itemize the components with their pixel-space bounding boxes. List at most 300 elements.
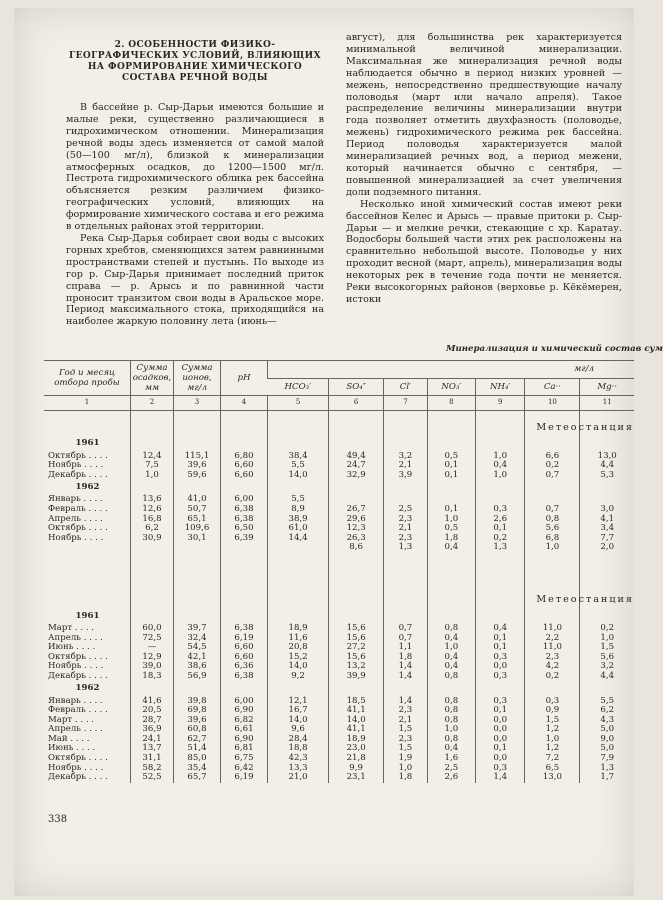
value-cell: 18,8: [268, 744, 329, 754]
spacer-cell: [427, 553, 475, 583]
value-cell: 6,90: [221, 706, 268, 716]
value-cell: 1,8: [384, 653, 428, 663]
value-cell: 6,38: [221, 624, 268, 634]
spacer-cell: [329, 682, 384, 697]
month-cell: Ноябрь . . . .: [48, 762, 104, 773]
spacer-cell: [580, 553, 634, 583]
value-cell: 1,0: [427, 725, 475, 735]
value-cell: 6,38: [221, 672, 268, 682]
value-cell: 49,4: [329, 452, 384, 462]
value-cell: 7,7: [580, 534, 634, 544]
value-cell: 1,2: [525, 725, 580, 735]
value-cell: 14,0: [268, 471, 329, 481]
value-cell: 69,8: [174, 706, 221, 716]
value-cell: 1,0: [525, 543, 580, 553]
spacer-cell: [174, 410, 221, 437]
left-paragraph-2: Река Сыр-Дарья собирает свои воды с высоких горных хребтов, сменяющихся затем равнинными пространствами степей и пустынь. По выходе из гор р. Сыр-Дарья принимает последний приток справа — р. Арысь и по равнинной части проносит транзитом свои воды в Аральское море. Период максимального стока, приходящийся на наиболее жаркую половину лета (июнь—: [66, 232, 324, 328]
value-cell: 2,6: [476, 515, 525, 525]
value-cell: 39,7: [174, 624, 221, 634]
left-paragraph-1: В бассейне р. Сыр-Дарьи имеются большие и малые реки, существенно различающиеся в гидрохимическом отношении. Минерализация речной воды здесь изменяется от самой малой (50—100 мг/л), близкой к минерализации атмосферных осадков, до 1200—1500 мг/л. Пестрота гидрохимического облика рек бассейна объясняется резким различием физико-географических условий, влияющих на формирование химического состава и его режима в отдельных районах этой территории.: [66, 102, 324, 233]
value-cell: 36,9: [131, 725, 174, 735]
value-cell: 115,1: [174, 452, 221, 462]
value-cell: 38,9: [268, 515, 329, 525]
spacer-cell: [221, 553, 268, 583]
value-cell: 65,7: [174, 773, 221, 783]
value-cell: 30,1: [174, 534, 221, 544]
value-cell: 2,3: [384, 534, 428, 544]
value-cell: 0,4: [427, 634, 475, 644]
col-header-mg: Mg··: [580, 378, 634, 396]
value-cell: 12,6: [131, 505, 174, 515]
value-cell: 5,0: [580, 744, 634, 754]
value-cell: 9,9: [329, 764, 384, 774]
value-cell: 4,4: [580, 461, 634, 471]
value-cell: 1,7: [580, 773, 634, 783]
year-row: [44, 480, 634, 495]
value-cell: 14,0: [268, 662, 329, 672]
value-cell: 39,0: [131, 662, 174, 672]
value-cell: 0,4: [476, 624, 525, 634]
value-cell: 28,7: [131, 716, 174, 726]
value-cell: 50,7: [174, 505, 221, 515]
month-cell: Ноябрь . . . .: [48, 460, 104, 471]
spacer-cell: [580, 480, 634, 495]
value-cell: 7,9: [580, 754, 634, 764]
value-cell: 29,6: [329, 515, 384, 525]
value-cell: 16,7: [268, 706, 329, 716]
value-cell: 0,8: [427, 735, 475, 745]
spacer-cell: [268, 437, 329, 452]
column-number: 3: [174, 396, 221, 411]
spacer-cell: [221, 480, 268, 495]
spacer-cell: [427, 410, 475, 437]
value-cell: 6,80: [221, 452, 268, 462]
value-cell: 0,8: [427, 672, 475, 682]
column-number: 7: [384, 396, 428, 411]
month-cell: Май . . . .: [48, 733, 90, 744]
value-cell: 9,2: [268, 672, 329, 682]
book-page: [14, 8, 663, 896]
value-cell: 6,61: [221, 725, 268, 735]
month-cell: Апрель . . . .: [48, 724, 103, 735]
value-cell: 18,9: [268, 624, 329, 634]
spacer-cell: [525, 480, 580, 495]
value-cell: 41,1: [329, 725, 384, 735]
value-cell: 2,3: [525, 653, 580, 663]
value-cell: 62,7: [174, 735, 221, 745]
column-number: 2: [131, 396, 174, 411]
value-cell: 13,6: [131, 495, 174, 505]
chemistry-table: [44, 360, 634, 783]
value-cell: 0,0: [476, 716, 525, 726]
value-cell: [131, 543, 174, 553]
col-header-ph: pH: [221, 361, 268, 396]
value-cell: 3,9: [384, 471, 428, 481]
value-cell: [221, 543, 268, 553]
spacer-cell: [268, 609, 329, 624]
value-cell: 1,0: [476, 471, 525, 481]
column-number: 5: [268, 396, 329, 411]
value-cell: 1,0: [131, 471, 174, 481]
spacer-cell: [476, 682, 525, 697]
value-cell: 3,4: [580, 524, 634, 534]
value-cell: 13,7: [131, 744, 174, 754]
value-cell: 8,6: [329, 543, 384, 553]
col-header-hco3: HCO₃′: [268, 378, 329, 396]
value-cell: 3,0: [580, 505, 634, 515]
value-cell: 23,0: [329, 744, 384, 754]
value-cell: 5,5: [268, 461, 329, 471]
spacer-cell: [44, 410, 131, 437]
block-spacer: [44, 553, 634, 583]
section-heading: 2. ОСОБЕННОСТИ ФИЗИКО-ГЕОГРАФИЧЕСКИХ УСЛОВИЙ, ВЛИЯЮЩИХ НА ФОРМИРОВАНИЕ ХИМИЧЕСКОГО СОСТАВА РЕЧНОЙ ВОДЫ: [69, 40, 321, 83]
spacer-cell: [44, 583, 131, 609]
spacer-cell: [476, 583, 525, 609]
value-cell: 51,4: [174, 744, 221, 754]
value-cell: 13,3: [268, 764, 329, 774]
value-cell: 5,6: [580, 653, 634, 663]
value-cell: 54,5: [174, 643, 221, 653]
spacer-cell: [221, 583, 268, 609]
value-cell: 56,9: [174, 672, 221, 682]
spacer-cell: [384, 410, 428, 437]
value-cell: 1,4: [384, 697, 428, 707]
column-number: 8: [427, 396, 475, 411]
spacer-cell: [329, 583, 384, 609]
spacer-cell: [427, 437, 475, 452]
value-cell: 2,2: [525, 634, 580, 644]
table-row: [44, 672, 634, 682]
col-header-cl: Cl′: [384, 378, 428, 396]
value-cell: 0,0: [476, 754, 525, 764]
value-cell: 6,60: [221, 643, 268, 653]
value-cell: 0,1: [427, 505, 475, 515]
value-cell: 39,8: [174, 697, 221, 707]
value-cell: 42,1: [174, 653, 221, 663]
value-cell: 18,3: [131, 672, 174, 682]
month-cell: Июнь . . . .: [48, 743, 96, 754]
value-cell: 8,9: [268, 505, 329, 515]
value-cell: 4,1: [580, 515, 634, 525]
value-cell: 11,0: [525, 624, 580, 634]
value-cell: 21,8: [329, 754, 384, 764]
spacer-cell: [476, 437, 525, 452]
value-cell: [268, 543, 329, 553]
spacer-cell: [384, 553, 428, 583]
value-cell: 13,0: [580, 452, 634, 462]
spacer-cell: [427, 480, 475, 495]
spacer-cell: [525, 609, 580, 624]
value-cell: 60,0: [131, 624, 174, 634]
value-cell: 2,0: [580, 543, 634, 553]
value-cell: 0,3: [476, 697, 525, 707]
value-cell: 9,6: [268, 725, 329, 735]
value-cell: 5,0: [580, 725, 634, 735]
value-cell: 0,0: [476, 725, 525, 735]
value-cell: 32,9: [329, 471, 384, 481]
spacer-cell: [427, 609, 475, 624]
value-cell: 20,8: [268, 643, 329, 653]
station-row: [44, 583, 634, 609]
value-cell: 1,0: [580, 634, 634, 644]
month-cell: Март . . . .: [48, 714, 95, 725]
value-cell: 0,4: [476, 461, 525, 471]
value-cell: 23,1: [329, 773, 384, 783]
spacer-cell: [268, 480, 329, 495]
column-number: 6: [329, 396, 384, 411]
unit-header: мг/л: [268, 361, 635, 379]
value-cell: 6,38: [221, 515, 268, 525]
value-cell: 0,4: [427, 653, 475, 663]
value-cell: 1,2: [525, 744, 580, 754]
table-body: [44, 396, 634, 783]
spacer-cell: [268, 583, 329, 609]
value-cell: 85,0: [174, 754, 221, 764]
value-cell: 0,1: [476, 634, 525, 644]
spacer-cell: [131, 682, 174, 697]
col-header-ions: Сумма ионов, мг/л: [174, 361, 221, 396]
value-cell: 1,5: [384, 744, 428, 754]
spacer-cell: [221, 682, 268, 697]
value-cell: 15,6: [329, 634, 384, 644]
value-cell: 5,5: [580, 697, 634, 707]
value-cell: 15,2: [268, 653, 329, 663]
value-cell: 2,1: [384, 461, 428, 471]
spacer-cell: [174, 553, 221, 583]
spacer-cell: [384, 609, 428, 624]
value-cell: 2,3: [384, 735, 428, 745]
month-cell: Январь . . . .: [48, 695, 103, 706]
value-cell: 6,60: [221, 653, 268, 663]
column-number: 10: [525, 396, 580, 411]
spacer-cell: [329, 410, 384, 437]
value-cell: 0,8: [427, 706, 475, 716]
value-cell: 24,1: [131, 735, 174, 745]
value-cell: 0,7: [525, 471, 580, 481]
value-cell: 5,6: [525, 524, 580, 534]
year-label: 1962: [75, 482, 100, 493]
value-cell: 0,5: [427, 524, 475, 534]
value-cell: 21,0: [268, 773, 329, 783]
value-cell: 1,0: [427, 515, 475, 525]
table-row: [44, 543, 634, 553]
value-cell: 1,0: [427, 643, 475, 653]
value-cell: 24,7: [329, 461, 384, 471]
spacer-cell: [580, 437, 634, 452]
col-header-nh4: NH₄′: [476, 378, 525, 396]
value-cell: 13,0: [525, 773, 580, 783]
value-cell: 2,1: [384, 524, 428, 534]
value-cell: 6,5: [525, 764, 580, 774]
value-cell: 0,3: [476, 764, 525, 774]
value-cell: 12,3: [329, 524, 384, 534]
spacer-cell: [221, 410, 268, 437]
value-cell: 3,2: [384, 452, 428, 462]
value-cell: 61,0: [268, 524, 329, 534]
value-cell: 2,3: [384, 706, 428, 716]
column-number-row: [44, 396, 634, 411]
value-cell: 2,5: [384, 505, 428, 515]
col-header-ca: Ca··: [525, 378, 580, 396]
station-label: Метеостанция: [536, 422, 634, 433]
value-cell: 6,82: [221, 716, 268, 726]
month-cell: Январь . . . .: [48, 494, 103, 505]
value-cell: 30,9: [131, 534, 174, 544]
month-cell: Июнь . . . .: [48, 642, 96, 653]
left-column: [66, 28, 324, 328]
month-cell: Февраль . . . .: [48, 705, 108, 716]
value-cell: 0,5: [427, 452, 475, 462]
spacer-cell: [476, 410, 525, 437]
value-cell: 0,3: [476, 672, 525, 682]
value-cell: 7,5: [131, 461, 174, 471]
value-cell: 0,1: [476, 643, 525, 653]
value-cell: 59,6: [174, 471, 221, 481]
value-cell: 18,5: [329, 697, 384, 707]
value-cell: 6,60: [221, 471, 268, 481]
spacer-cell: [329, 609, 384, 624]
spacer-cell: [329, 480, 384, 495]
col-header-so4: SO₄″: [329, 378, 384, 396]
right-paragraph-1: август), для большинства рек характеризуется минимальной величиной минерализации. Максимальная же минерализация речной воды наблюдается обычно в период низких уровней — межень, непосредственно предшествующие началу половодья (март или начало апреля). Такое распределение величины минерализации внутри года позволяет отметить двухфазность (половодье, межень) гидрохимического режима рек бассейна. Период половодья характеризуется малой минерализацией речных вод, а период межени, который начинается обычно с сентября, — повышенной минерализацией за счет увеличения доли подземного питания.: [346, 32, 622, 198]
value-cell: 0,2: [476, 534, 525, 544]
value-cell: 1,8: [384, 773, 428, 783]
value-cell: 27,2: [329, 643, 384, 653]
col-header-no3: NO₃′: [427, 378, 475, 396]
table-row: [44, 773, 634, 783]
month-cell: Ноябрь . . . .: [48, 661, 104, 672]
value-cell: 1,3: [580, 764, 634, 774]
year-label: 1962: [75, 683, 100, 694]
value-cell: 42,3: [268, 754, 329, 764]
table-row: [44, 471, 634, 481]
value-cell: 0,4: [427, 543, 475, 553]
value-cell: 2,1: [384, 716, 428, 726]
value-cell: 0,7: [384, 634, 428, 644]
value-cell: 0,1: [476, 524, 525, 534]
value-cell: 1,5: [580, 643, 634, 653]
value-cell: 4,3: [580, 716, 634, 726]
value-cell: 0,0: [476, 735, 525, 745]
value-cell: 0,8: [525, 515, 580, 525]
value-cell: 5,3: [580, 471, 634, 481]
spacer-cell: [174, 480, 221, 495]
month-cell: Октябрь . . . .: [48, 450, 108, 461]
value-cell: 6,75: [221, 754, 268, 764]
spacer-cell: [44, 553, 131, 583]
value-cell: 14,4: [268, 534, 329, 544]
value-cell: 38,4: [268, 452, 329, 462]
spacer-cell: [525, 682, 580, 697]
column-number: 11: [580, 396, 634, 411]
column-number: 1: [44, 396, 131, 411]
value-cell: 1,6: [427, 754, 475, 764]
value-cell: 1,4: [476, 773, 525, 783]
value-cell: 35,4: [174, 764, 221, 774]
value-cell: 0,1: [476, 744, 525, 754]
value-cell: 6,19: [221, 634, 268, 644]
value-cell: 6,2: [580, 706, 634, 716]
spacer-cell: [174, 437, 221, 452]
value-cell: 6,60: [221, 461, 268, 471]
value-cell: 12,4: [131, 452, 174, 462]
spacer-cell: [329, 437, 384, 452]
value-cell: 1,3: [384, 543, 428, 553]
value-cell: 0,2: [525, 672, 580, 682]
value-cell: 1,9: [384, 754, 428, 764]
value-cell: 2,6: [427, 773, 475, 783]
value-cell: 0,8: [427, 716, 475, 726]
value-cell: 72,5: [131, 634, 174, 644]
month-cell: [44, 543, 131, 553]
value-cell: 26,3: [329, 534, 384, 544]
value-cell: 11,6: [268, 634, 329, 644]
value-cell: 0,7: [384, 624, 428, 634]
spacer-cell: [329, 553, 384, 583]
value-cell: 52,5: [131, 773, 174, 783]
spacer-cell: [131, 410, 174, 437]
value-cell: 2,5: [427, 764, 475, 774]
value-cell: 38,6: [174, 662, 221, 672]
value-cell: 0,2: [580, 624, 634, 634]
value-cell: 26,7: [329, 505, 384, 515]
spacer-cell: [384, 682, 428, 697]
value-cell: 1,4: [384, 672, 428, 682]
spacer-cell: [476, 609, 525, 624]
year-row: [44, 437, 634, 452]
value-cell: 0,3: [525, 697, 580, 707]
value-cell: 6,36: [221, 662, 268, 672]
spacer-cell: [525, 553, 580, 583]
month-cell: Декабрь . . . .: [48, 772, 108, 783]
spacer-cell: [131, 609, 174, 624]
value-cell: 13,2: [329, 662, 384, 672]
spacer-cell: [221, 437, 268, 452]
spacer-cell: [427, 583, 475, 609]
spacer-cell: [174, 609, 221, 624]
value-cell: 6,38: [221, 505, 268, 515]
spacer-cell: [221, 609, 268, 624]
table-caption: Минерализация и химический состав сум: [446, 344, 663, 354]
value-cell: 3,2: [580, 662, 634, 672]
spacer-cell: [131, 583, 174, 609]
spacer-cell: [268, 682, 329, 697]
value-cell: 6,90: [221, 735, 268, 745]
value-cell: 39,6: [174, 716, 221, 726]
value-cell: 9,0: [580, 735, 634, 745]
value-cell: 15,6: [329, 624, 384, 634]
value-cell: 109,6: [174, 524, 221, 534]
value-cell: 6,00: [221, 495, 268, 505]
month-cell: Октябрь . . . .: [48, 523, 108, 534]
month-cell: Апрель . . . .: [48, 632, 103, 643]
value-cell: 60,8: [174, 725, 221, 735]
month-cell: Октябрь . . . .: [48, 651, 108, 662]
right-column: [346, 32, 622, 306]
value-cell: 6,8: [525, 534, 580, 544]
value-cell: —: [131, 643, 174, 653]
value-cell: 6,2: [131, 524, 174, 534]
year-row: [44, 682, 634, 697]
value-cell: 0,0: [476, 662, 525, 672]
col-header-date: Год и месяц отбора пробы: [44, 361, 131, 396]
column-number: 4: [221, 396, 268, 411]
month-cell: Октябрь . . . .: [48, 753, 108, 764]
value-cell: 2,3: [384, 515, 428, 525]
value-cell: 31,1: [131, 754, 174, 764]
value-cell: 12,1: [268, 697, 329, 707]
value-cell: 0,1: [427, 461, 475, 471]
